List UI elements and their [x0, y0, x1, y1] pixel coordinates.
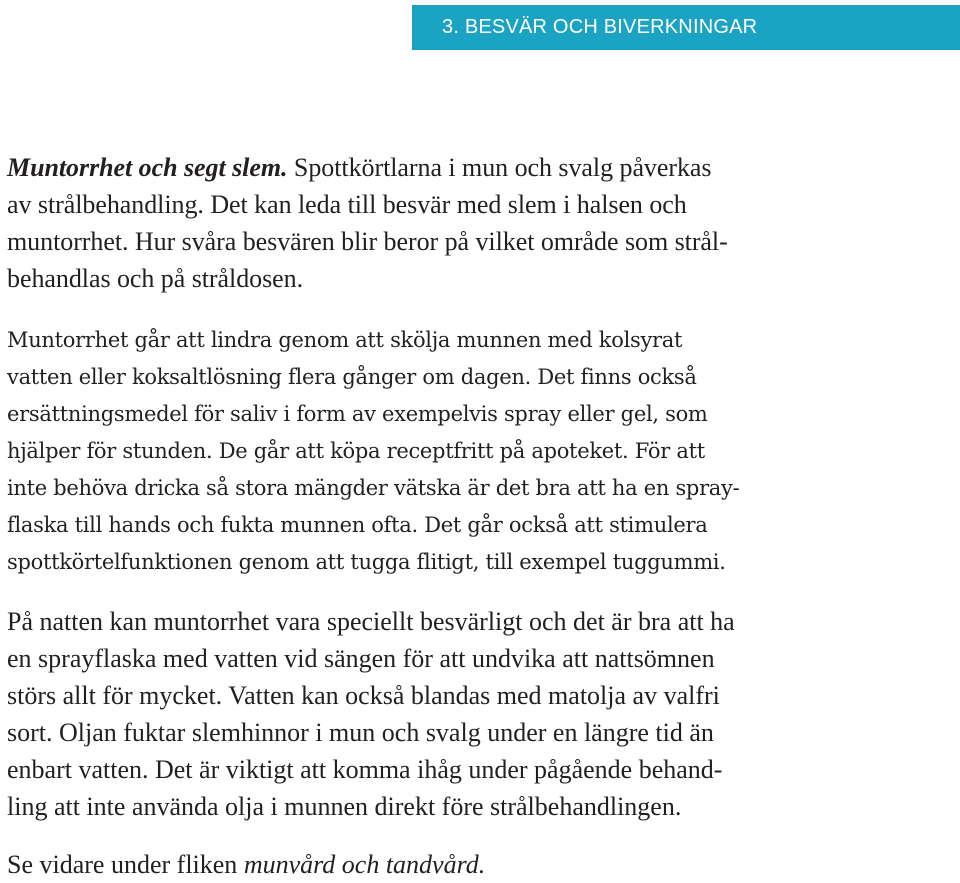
paragraph-lead-heading: Muntorrhet och segt slem.: [7, 153, 288, 182]
paragraph-line: en sprayflaska med vatten vid sängen för att undvika att nattsömnen: [7, 644, 715, 673]
paragraph-see-also: [7, 846, 485, 883]
paragraph-line: enbart vatten. Det är viktigt att komma ihåg under pågående behand-: [7, 755, 723, 784]
paragraph-line: av strålbehandling. Det kan leda till besvär med slem i halsen och: [7, 190, 687, 219]
paragraph-line: ersättningsmedel för saliv i form av exempelvis spray eller gel, som: [7, 402, 708, 426]
paragraph-line: hjälper för stunden. De går att köpa receptfritt på apoteket. För att: [7, 439, 705, 463]
paragraph-dry-mouth-relief: [7, 322, 739, 581]
paragraph-line: inte behöva dricka så stora mängder vätska är det bra att ha en spray-: [7, 476, 740, 500]
see-also-reference: munvård och tandvård.: [243, 850, 486, 879]
paragraph-line: vatten eller koksaltlösning flera gånger om dagen. Det finns också: [7, 365, 697, 389]
paragraph-line: spottkörtelfunktionen genom att tugga flitigt, till exempel tuggummi.: [7, 550, 726, 574]
see-also-prefix: Se vidare under fliken: [7, 850, 244, 879]
paragraph-line: muntorrhet. Hur svåra besvären blir beror på vilket område som strål-: [7, 227, 728, 256]
paragraph-line: behandlas och på stråldosen.: [7, 264, 304, 293]
paragraph-line: Muntorrhet går att lindra genom att skölja munnen med kolsyrat: [7, 328, 683, 352]
paragraph-night-advice: [7, 603, 735, 825]
paragraph-line: flaska till hands och fukta munnen ofta. Det går också att stimulera: [7, 513, 708, 537]
paragraph-line: sort. Oljan fuktar slemhinnor i mun och svalg under en längre tid än: [7, 718, 714, 747]
section-header-tab: [412, 5, 960, 50]
paragraph-line-text: Spottkörtlarna i mun och svalg påverkas: [287, 153, 712, 182]
paragraph-line: På natten kan muntorrhet vara speciellt besvärligt och det är bra att ha: [7, 607, 735, 636]
paragraph-dry-mouth-intro: [7, 149, 728, 297]
paragraph-line: störs allt för mycket. Vatten kan också blandas med matolja av valfri: [7, 681, 720, 710]
section-title: 3. BESVÄR OCH BIVERKNINGAR: [442, 16, 758, 38]
paragraph-line: ling att inte använda olja i munnen direkt före strålbehandlingen.: [7, 792, 682, 821]
paragraph-line: [7, 149, 728, 186]
